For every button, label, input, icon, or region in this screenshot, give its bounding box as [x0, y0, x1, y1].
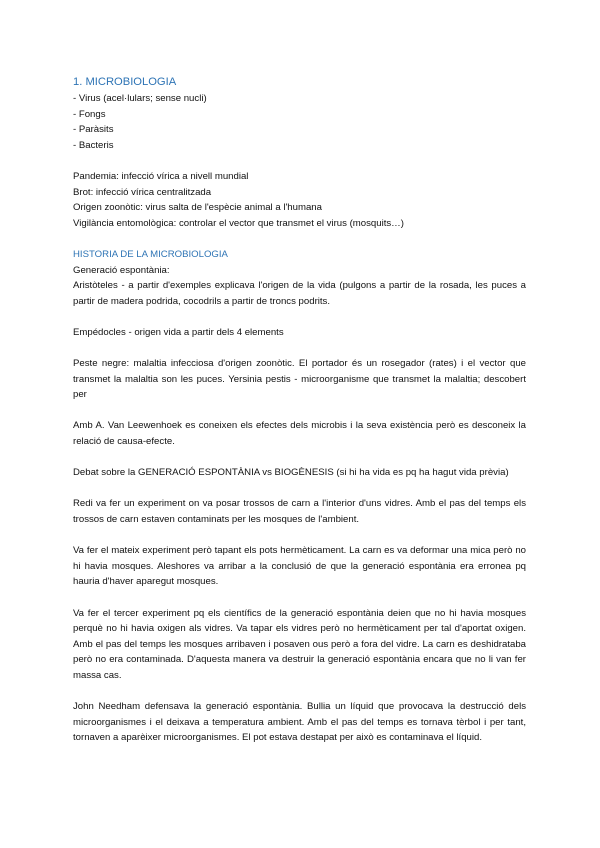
list-item: - Paràsits — [73, 124, 114, 136]
definition-brot: Brot: infecció vírica centralitzada — [73, 186, 212, 198]
paragraph-empedocles: Empédocles - origen vida a partir dels 4 elements — [73, 326, 284, 338]
paragraph-debat: Debat sobre la GENERACIÓ ESPONTÀNIA vs BIOGÈNESIS (si hi ha vida es pq ha hagut vida prèvia) — [73, 467, 509, 479]
paragraph-aristoteles: Aristòteles - a partir d'exemples explicava l'origen de la vida (pulgons a partir de la rosada, les puces a partir de madera podrida, cocodrils a partir de troncs podrits. — [73, 280, 526, 307]
paragraph-needham: John Needham defensava la generació espontània. Bullia un líquid que provocava la destrucció dels microorganismes i el deixava a temperatura ambient. Amb el pas del temps es tornava tèrbol i per tant, tornaven a aparèixer microorganismes. El pot estava destapat per això es contaminava el líquid. — [73, 701, 526, 744]
definition-pandemia: Pandemia: infecció vírica a nivell mundial — [73, 170, 249, 182]
list-item: - Fongs — [73, 108, 106, 120]
paragraph-peste: Peste negre: malaltia infecciosa d'origen zoonòtic. El portador és un rosegador (rates) i el vector que transmet la malaltia son les puces. Yersinia pestis - microorganisme que transmet la malaltia; descobert per — [73, 358, 526, 401]
spacer — [73, 684, 526, 700]
spacer — [73, 528, 526, 544]
paragraph-redi-2: Va fer el mateix experiment però tapant els pots hermèticament. La carn es va deformar una mica però no hi havia mosques. Aleshores va arribar a la conclusió de que la generació espontània era erronea pq hauria d'haver aparegut mosques. — [73, 545, 526, 588]
spacer — [73, 309, 526, 325]
paragraph-redi-3: Va fer el tercer experiment pq els científics de la generació espontània deien que no hi havia mosques perquè no hi havia oxigen als vidres. Va tapar els vidres però no hermèticament per tal d'aportat oxigen. Amb el pas del temps les mosques arribaven i posaven ous però a fora del vidre. La carn es deshidrataba però no era contaminada. D'aquesta manera va destruir la generació espontània encara que no li van fer massa cas. — [73, 607, 526, 681]
list-item: - Bacteris — [73, 139, 114, 151]
subheading: Generació espontània: — [73, 264, 170, 276]
spacer — [73, 341, 526, 357]
spacer — [73, 450, 526, 466]
spacer — [73, 231, 526, 247]
paragraph-redi-1: Redi va fer un experiment on va posar trossos de carn a l'interior d'uns vidres. Amb el pas del temps els trossos de carn estaven contaminats per les mosques de l'ambient. — [73, 498, 526, 526]
section-title: HISTORIA DE LA MICROBIOLOGIA — [73, 248, 228, 260]
spacer — [73, 153, 526, 169]
paragraph-leewenhoek: Amb A. Van Leewenhoek es coneixen els efectes dels microbis i la seva existència però es desconeix la relació de causa-efecte. — [73, 420, 526, 448]
document-title: 1. MICROBIOLOGIA — [73, 76, 177, 88]
intro-list — [73, 91, 526, 153]
list-item: - Virus (acel·lulars; sense nucli) — [73, 93, 207, 104]
definitions-block — [73, 169, 526, 231]
spacer — [73, 590, 526, 606]
spacer — [73, 481, 526, 497]
definition-vigilancia: Vigilància entomològica: controlar el vector que transmet el virus (mosquits…) — [73, 217, 404, 229]
spacer — [73, 403, 526, 419]
definition-origen-zoonotic: Origen zoonòtic: virus salta de l'espècie animal a l'humana — [73, 202, 322, 214]
